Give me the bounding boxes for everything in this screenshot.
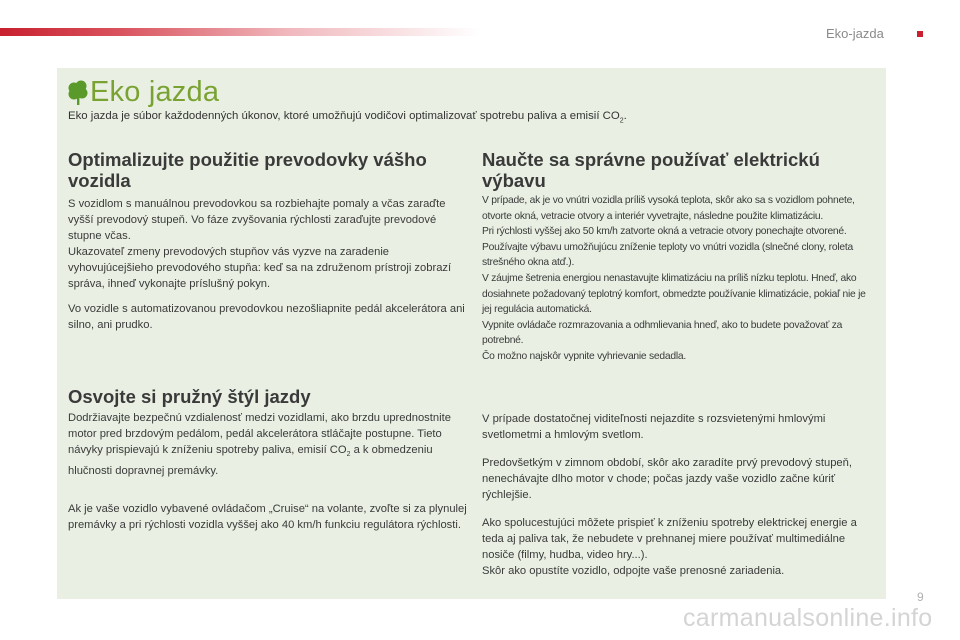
section-label: Eko-jazda <box>826 26 884 41</box>
electrical-tips: V prípade, ak je vo vnútri vozidla príliš vysoká teplota, skôr ako sa s vozidlom pohnete, otvorte okná, vetracie otvory a interiér vyvetrajte, následne použite klimatizáciu. Pri rýchlosti vyššej ako 50 km/h zatvorte okná a vetracie otvory ponechajte otvorené. Používajte výbavu umožňujúcu zníženie teploty vo vnútri vozidla (slnečné clony, roleta strešného okna atď.). V záujme šetrenia energiou nenastavujte klimatizáciu na príliš nízku teplotu. Hneď, ako dosiahnete požadovaný teplotný komfort, obmedzte používanie klimatizácie, pokiaľ nie je jej regulácia automatická. Vypnite ovládače rozmrazovania a odhmlievania hneď, ako to budete považovať za potrebné. Čo možno najskôr vypnite vyhrievanie sedadla. <box>482 195 866 362</box>
heading-gearbox: Optimalizujte použitie prevodovky vášho vozidla <box>68 149 427 191</box>
winter-text: Predovšetkým v zimnom období, skôr ako zaradíte prvý prevodový stupeň, nenechávajte dlho motor v chode; počas jazdy vaše vozidlo začne kúriť rýchlejšie. <box>482 457 852 501</box>
passenger-text: Ako spolucestujúci môžete prispieť k zníženiu spotreby elektrickej energie a teda aj paliva tak, že nebudete v prehnanej miere používať multimediálne nosiče (filmy, hudba, video hry...). Skôr ako opustíte vozidlo, odpojte vaše prenosné zariadenia. <box>482 517 857 577</box>
heading-electrical: Naučte sa správne používať elektrickú výbavu <box>482 149 820 191</box>
automatic-gearbox-text: Vo vozidle s automatizovanou prevodovkou nezošliapnite pedál akcelerátora ani silno, ani prudko. <box>68 303 465 331</box>
heading-driving-style: Osvojte si pružný štýl jazdy <box>68 386 311 407</box>
leaf-icon <box>68 80 88 106</box>
cruise-text: Ak je vaše vozidlo vybavené ovládačom „Cruise“ na volante, zvoľte si za plynulej premávky a pri rýchlosti vozidla vyššej ako 40 km/h funkciu regulátora rýchlosti. <box>68 503 467 531</box>
gearbox-text: S vozidlom s manuálnou prevodovkou sa rozbiehajte pomaly a včas zaraďte vyšší prevodový stupeň. Vo fáze zvyšovania rýchlosti zaraďujte prevodové stupne včas. Ukazovateľ zmeny prevodových stupňov vás vyzve na zaradenie vyhovujúcejšieho prevodového stupňa: keď sa na združenom prístroji zobrazí správa, ihneď vykonajte príslušný pokyn. <box>68 198 452 290</box>
fog-lights-text: V prípade dostatočnej viditeľnosti nejazdite s rozsvietenými hmlovými svetlometmi a hmlovým svetlom. <box>482 413 826 441</box>
watermark: carmanualsonline.info <box>683 604 933 632</box>
header-accent-bar <box>0 28 480 36</box>
driving-style-text: Dodržiavajte bezpečnú vzdialenosť medzi vozidlami, ako brzdu uprednostnite motor pred brzdovým pedálom, pedál akcelerátora stláčajte postupne. Tieto návyky prispievajú k zníženiu spotreby paliva, emisií $CO_2$ a k obmedzeniu hlučnosti dopravnej premávky. <box>68 412 451 478</box>
page-title: Eko jazda <box>90 76 220 108</box>
intro-text: Eko jazda je súbor každodenných úkonov, ktoré umožňujú vodičovi optimalizovať spotrebu paliva a emisií $CO_2$. <box>68 110 627 125</box>
section-marker <box>917 31 923 37</box>
page-number: 9 <box>917 590 924 604</box>
